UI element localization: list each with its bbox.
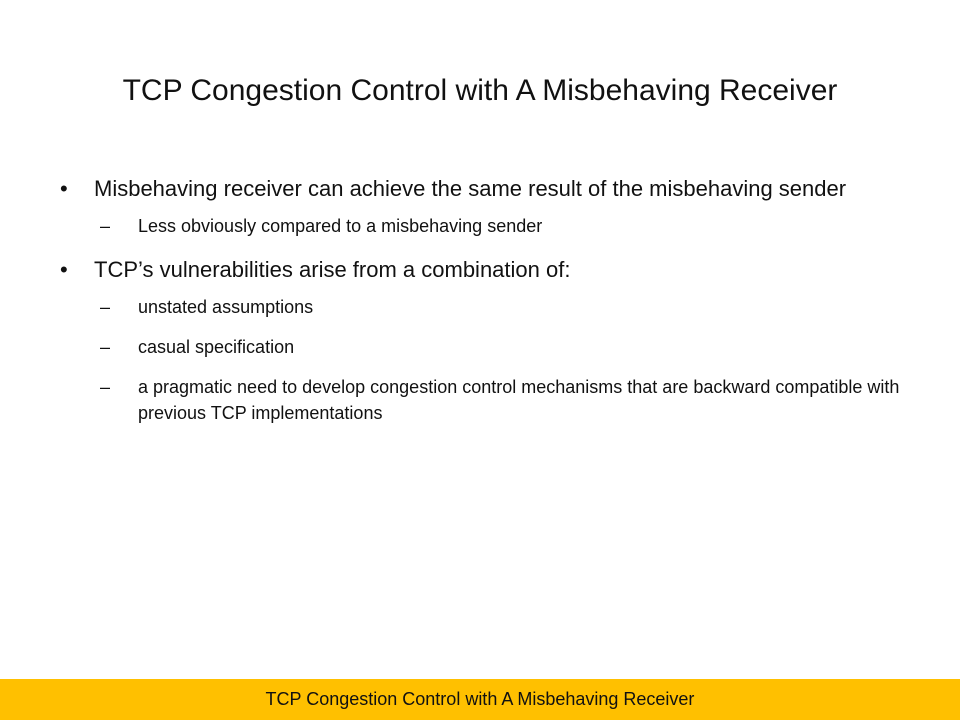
bullet-text: TCP’s vulnerabilities arise from a combination of: <box>94 257 571 282</box>
sub-item-text: casual specification <box>138 337 295 357</box>
bullet-item <box>60 172 920 205</box>
sub-list <box>60 294 920 426</box>
sub-item <box>60 294 920 320</box>
bullet-marker: • <box>60 257 68 282</box>
footer-text: TCP Congestion Control with A Misbehaving Receiver <box>265 689 695 709</box>
sub-item <box>60 374 920 426</box>
bullet-item <box>60 253 920 286</box>
bullet-text: Misbehaving receiver can achieve the same result of the misbehaving sender <box>94 176 847 201</box>
dash-marker: – <box>100 337 111 357</box>
sub-list <box>60 213 920 239</box>
footer-bar <box>0 679 960 720</box>
slide-title: TCP Congestion Control with A Misbehaving Receiver <box>122 74 838 107</box>
slide-content <box>60 172 920 440</box>
sub-item-text: unstated assumptions <box>138 297 314 317</box>
dash-marker: – <box>100 297 111 317</box>
sub-item-text: a pragmatic need to develop congestion control mechanisms that are backward compatible with previous TCP implementations <box>138 377 900 423</box>
sub-item-text: Less obviously compared to a misbehaving sender <box>138 216 543 236</box>
dash-marker: – <box>100 216 111 236</box>
sub-item <box>60 213 920 239</box>
bullet-marker: • <box>60 176 68 201</box>
dash-marker: – <box>100 377 111 397</box>
sub-item <box>60 334 920 360</box>
